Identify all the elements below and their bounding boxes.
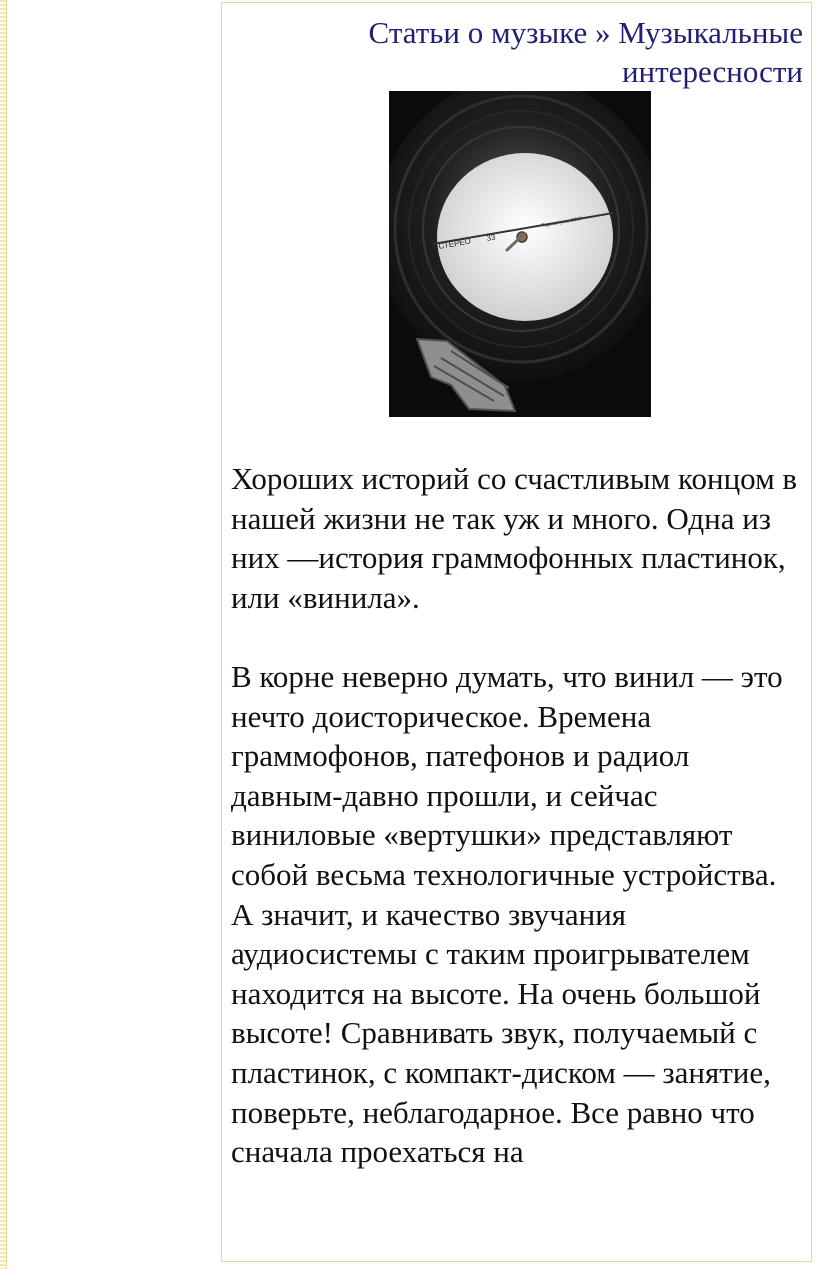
article-paragraph-1: Хороших историй со счастливым концом в нашей жизни не так уж и много. Одна из них —история граммофонных пластинок, или «винила». (231, 461, 798, 615)
article-paragraph-2: В корне неверно думать, что винил — это нечто доисторическое. Времена граммофонов, патефонов и радиол давным-давно прошли, и сейчас виниловые «вертушки» представляют собой весьма технологичные устройства. А значит, и качество звучания аудиосистемы с таким проигрывателем находится на высоте. На очень большой высоте! Сравнивать звук, получаемый с пластинок, с компакт-диском — занятие, поверьте, неблагодарное. Все равно что сначала проехаться на (231, 658, 783, 1170)
article-text (231, 459, 806, 1211)
left-decorative-stripe (0, 0, 7, 1269)
vinyl-record-image (389, 91, 651, 417)
content-frame (221, 2, 812, 1262)
breadcrumb (283, 13, 803, 91)
breadcrumb-separator: » (594, 15, 611, 50)
vinyl-record-illustration (389, 91, 651, 417)
breadcrumb-section-link[interactable]: Статьи о музыке (368, 15, 588, 50)
label-year-text: Год выпуска 2007 (541, 215, 583, 229)
label-main-text: СТЕРЕО (437, 236, 472, 251)
label-speed-text: 33 (485, 232, 497, 243)
breadcrumb-category-link[interactable]: Музыкальные интересности (618, 15, 803, 89)
